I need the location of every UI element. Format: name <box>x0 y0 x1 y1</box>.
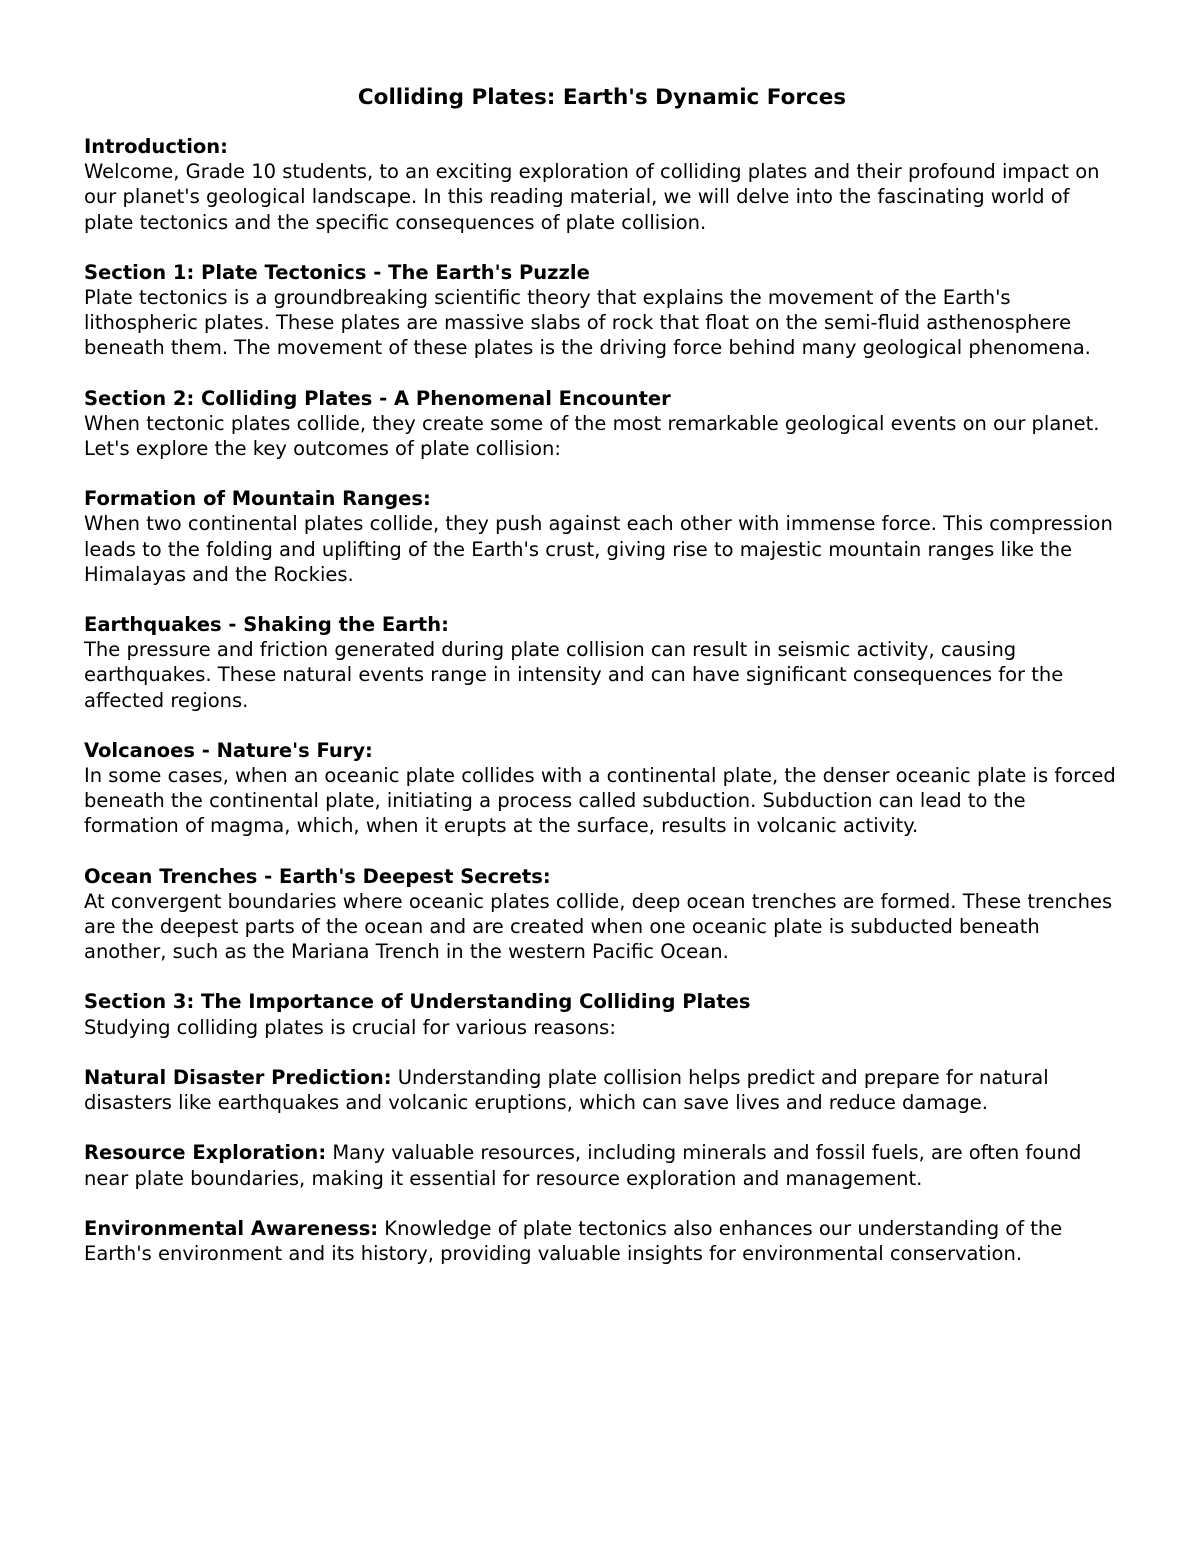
section-body: Welcome, Grade 10 students, to an exciting exploration of colliding plates and their profound impact on our planet's geological landscape. In this reading material, we will delve into the fascinating world of plate tectonics and the specific consequences of plate collision. <box>84 160 1100 234</box>
section-body: At convergent boundaries where oceanic plates collide, deep ocean trenches are formed. These trenches are the deepest parts of the ocean and are created when one oceanic plate is subducted beneath another, such as the Mariana Trench in the western Pacific Ocean. <box>84 889 1113 964</box>
reason-label: Natural Disaster Prediction: <box>84 1065 392 1089</box>
section-heading: Section 3: The Importance of Understanding Colliding Plates <box>84 990 751 1014</box>
document-title: Colliding Plates: Earth's Dynamic Forces <box>357 85 847 110</box>
section-importance <box>84 989 1120 1039</box>
reason-paragraph <box>84 1065 1120 1115</box>
section-body: The pressure and friction generated during plate collision can result in seismic activity, causing earthquakes. These natural events range in intensity and can have significant consequences for the affected regions. <box>84 638 1064 712</box>
section-heading: Section 1: Plate Tectonics - The Earth's Puzzle <box>84 260 590 284</box>
reason-paragraph <box>84 1140 1120 1190</box>
reason-label: Resource Exploration: <box>84 1141 327 1165</box>
reason-text: Many valuable resources, including minerals and fossil fuels, are often found near plate boundaries, making it essential for resource exploration and management. <box>84 1141 1082 1190</box>
section-heading: Formation of Mountain Ranges: <box>84 487 431 511</box>
section-heading: Section 2: Colliding Plates - A Phenomenal Encounter <box>84 386 671 410</box>
section-body: In some cases, when an oceanic plate collides with a continental plate, the denser oceanic plate is forced beneath the continental plate, initiating a process called subduction. Subduction can lead to the formation of magma, which, when it erupts at the surface, results in volcanic activity. <box>84 764 1116 838</box>
section-body: When tectonic plates collide, they create some of the most remarkable geological events on our planet. Let's explore the key outcomes of plate collision: <box>84 411 1100 461</box>
reason-paragraph <box>84 1216 1120 1266</box>
section-volcanoes <box>84 738 1120 839</box>
section-colliding-plates <box>84 386 1120 462</box>
section-heading: Earthquakes - Shaking the Earth: <box>84 613 449 637</box>
section-ocean-trenches <box>84 864 1120 965</box>
section-heading: Ocean Trenches - Earth's Deepest Secrets: <box>84 864 551 888</box>
reason-disaster-prediction <box>84 1065 1120 1115</box>
reason-text: Understanding plate collision helps predict and prepare for natural disasters like earthquakes and volcanic eruptions, which can save lives and reduce damage. <box>84 1065 1049 1115</box>
section-mountain-ranges <box>84 486 1120 587</box>
reason-label: Environmental Awareness: <box>84 1216 379 1240</box>
section-heading: Volcanoes - Nature's Fury: <box>84 738 373 762</box>
section-body: Plate tectonics is a groundbreaking scientific theory that explains the movement of the Earth's lithospheric plates. These plates are massive slabs of rock that float on the semi-fluid asthenosphere beneath them. The movement of these plates is the driving force behind many geological phenomena. <box>84 286 1091 360</box>
section-body: Studying colliding plates is crucial for various reasons: <box>84 1015 616 1039</box>
section-plate-tectonics <box>84 260 1120 361</box>
section-introduction <box>84 134 1120 235</box>
reason-resource-exploration <box>84 1140 1120 1190</box>
reason-environmental-awareness <box>84 1216 1120 1266</box>
section-earthquakes <box>84 612 1120 713</box>
reason-text: Knowledge of plate tectonics also enhances our understanding of the Earth's environment and its history, providing valuable insights for environmental conservation. <box>84 1216 1063 1265</box>
section-body: When two continental plates collide, they push against each other with immense force. This compression leads to the folding and uplifting of the Earth's crust, giving rise to majestic mountain ranges like the Himalayas and the Rockies. <box>84 512 1113 586</box>
section-heading: Introduction: <box>84 135 228 158</box>
document-page <box>84 84 1120 1291</box>
